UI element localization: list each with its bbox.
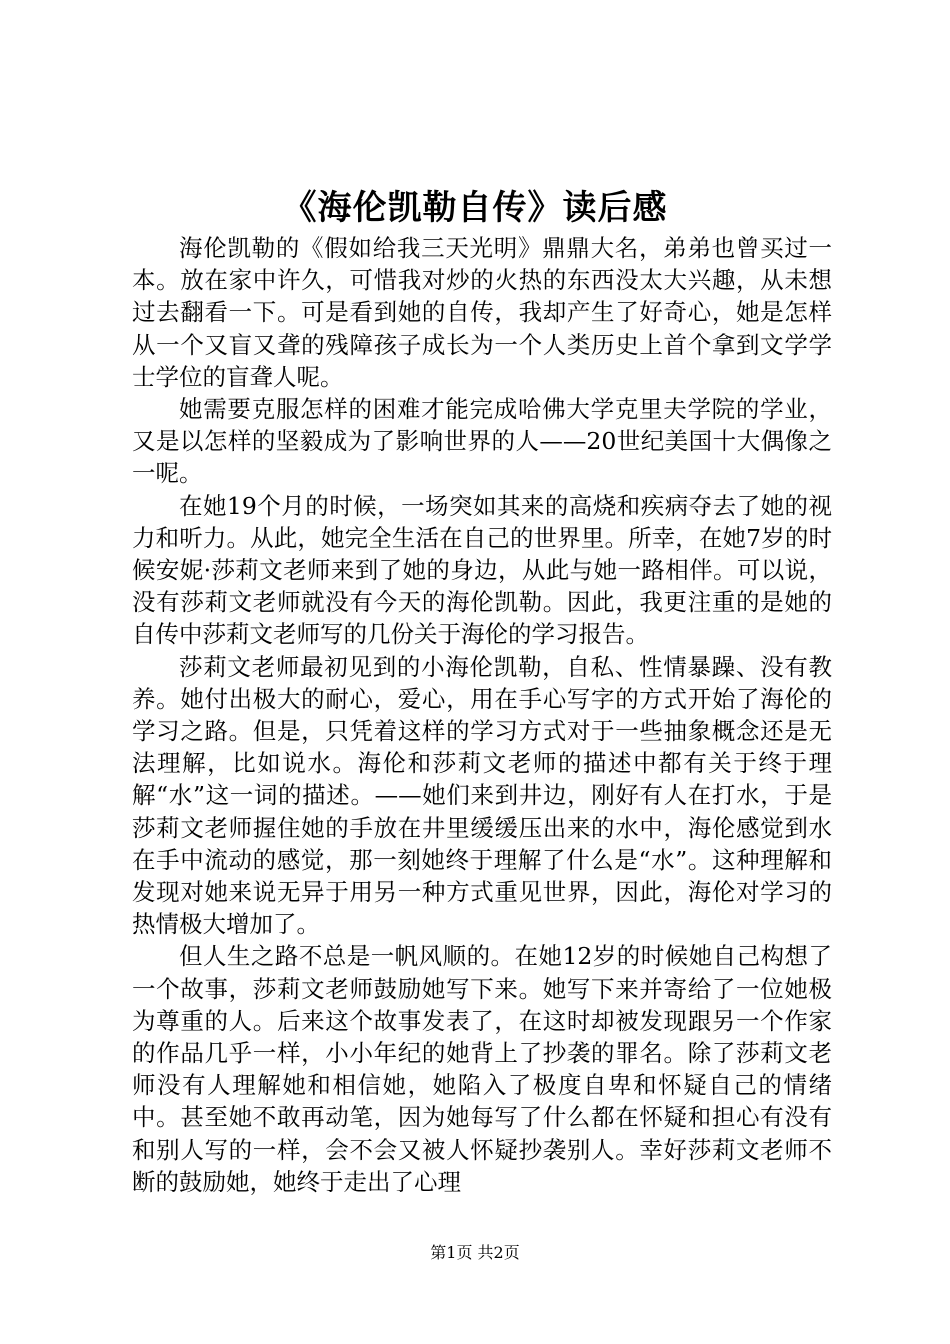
- document-body: [132, 232, 832, 1198]
- document-title: 《海伦凯勒自传》读后感: [282, 188, 668, 228]
- paragraph-4: 莎莉文老师最初见到的小海伦凯勒，自私、性情暴躁、没有教养。她付出极大的耐心，爱心，用在手心写字的方式开始了海伦的学习之路。但是，只凭着这样的学习方式对于一些抽象概念还是无法理解，比如说水。海伦和莎莉文老师的描述中都有关于终于理解“水”这一词的描述。——她们来到井边，刚好有人在打水，于是莎莉文老师握住她的手放在井里缓缓压出来的水中，海伦感觉到水在手中流动的感觉，那一刻她终于理解了什么是“水”。这种理解和发现对她来说无异于用另一种方式重见世界，因此，海伦对学习的热情极大增加了。: [132, 652, 832, 939]
- paragraph-3: 在她19个月的时候，一场突如其来的高烧和疾病夺去了她的视力和听力。从此，她完全生活在自己的世界里。所幸，在她7岁的时候安妮·莎莉文老师来到了她的身边，从此与她一路相伴。可以说，没有莎莉文老师就没有今天的海伦凯勒。因此，我更注重的是她的自传中莎莉文老师写的几份关于海伦的学习报告。: [132, 491, 832, 649]
- paragraph-2: 她需要克服怎样的困难才能完成哈佛大学克里夫学院的学业，又是以怎样的坚毅成为了影响世界的人——20世纪美国十大偶像之一呢。: [132, 395, 832, 488]
- paragraph-1: 海伦凯勒的《假如给我三天光明》鼎鼎大名，弟弟也曾买过一本。放在家中许久，可惜我对炒的火热的东西没太大兴趣，从未想过去翻看一下。可是看到她的自传，我却产生了好奇心，她是怎样从一个又盲又聋的残障孩子成长为一个人类历史上首个拿到文学学士学位的盲聋人呢。: [132, 234, 832, 391]
- paragraph-5: 但人生之路不总是一帆风顺的。在她12岁的时候她自己构想了一个故事，莎莉文老师鼓励她写下来。她写下来并寄给了一位她极为尊重的人。后来这个故事发表了，在这时却被发现跟另一个作家的作品几乎一样，小小年纪的她背上了抄袭的罪名。除了莎莉文老师没有人理解她和相信她，她陷入了极度自卑和怀疑自己的情绪中。甚至她不敢再动笔，因为她每写了什么都在怀疑和担心有没有和别人写的一样，会不会又被人怀疑抄袭别人。幸好莎莉文老师不断的鼓励她，她终于走出了心理: [132, 942, 832, 1196]
- page-number-footer: 第1页 共2页: [430, 1243, 520, 1262]
